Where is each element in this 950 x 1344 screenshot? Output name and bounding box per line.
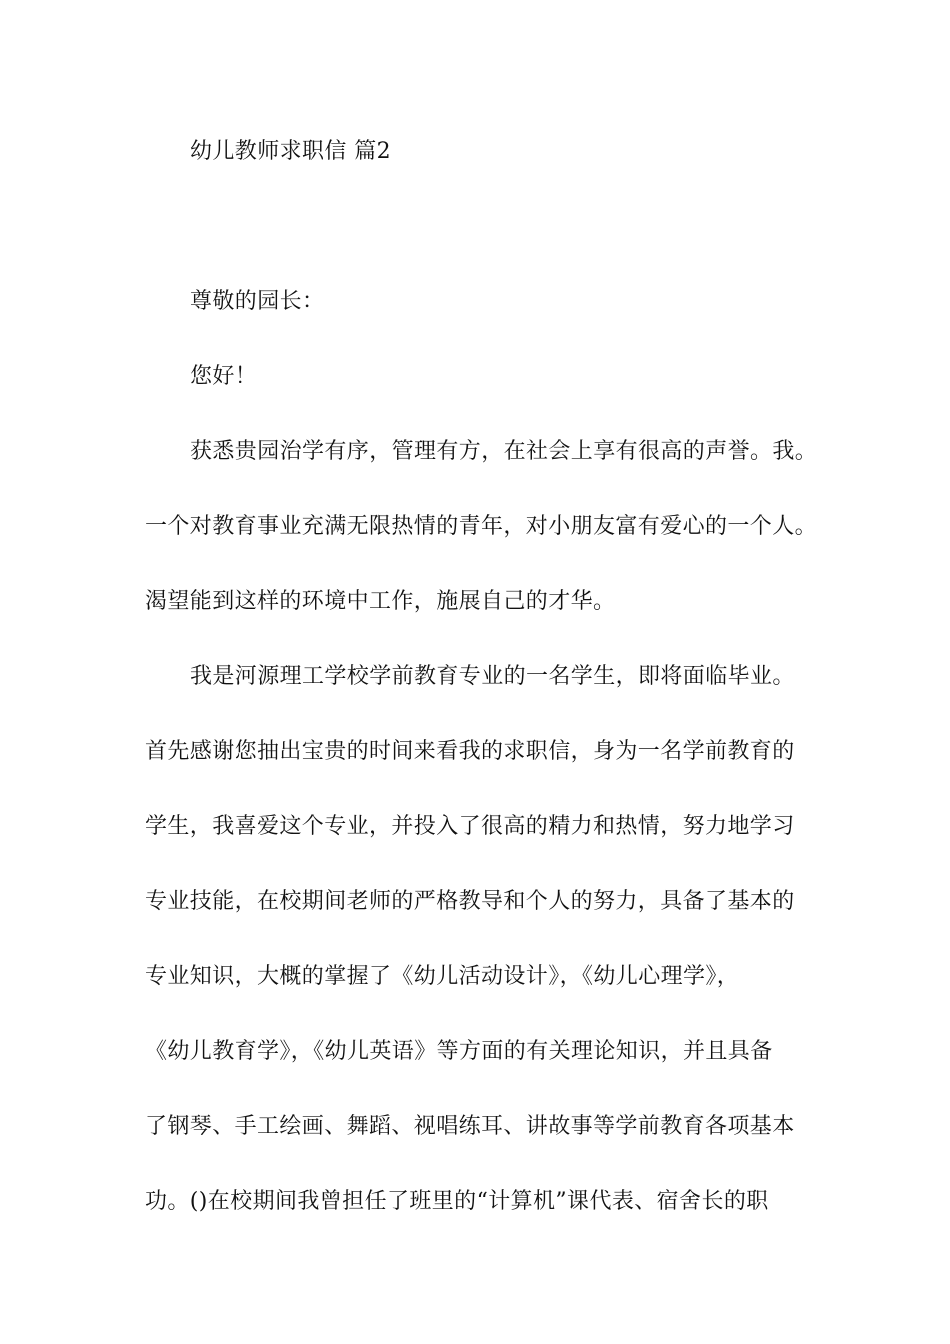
document-heading: 幼儿教师求职信 篇2 [190,139,391,164]
paragraph-line: 功。()在校期间我曾担任了班里的“计算机”课代表、宿舍长的职 [145,1189,769,1214]
salutation: 尊敬的园长： [190,289,325,314]
paragraph-line: 了钢琴、手工绘画、舞蹈、视唱练耳、讲故事等学前教育各项基本 [145,1114,795,1139]
paragraph-line: 学生，我喜爱这个专业，并投入了很高的精力和热情，努力地学习 [145,814,795,839]
paragraph-line: 《幼儿教育学》，《幼儿英语》等方面的有关理论知识，并且具备 [145,1039,773,1064]
paragraph-line: 我是河源理工学校学前教育专业的一名学生，即将面临毕业。 [190,664,795,689]
paragraph-line: 专业技能，在校期间老师的严格教导和个人的努力，具备了基本的 [145,889,795,914]
paragraph-line: 专业知识，大概的掌握了《幼儿活动设计》，《幼儿心理学》， [145,964,740,989]
greeting: 您好！ [190,364,258,389]
paragraph-line: 获悉贵园治学有序，管理有方，在社会上享有很高的声誉。我。 [190,439,818,464]
paragraph-line: 一个对教育事业充满无限热情的青年，对小朋友富有爱心的一个人。 [145,514,818,539]
paragraph-line: 首先感谢您抽出宝贵的时间来看我的求职信，身为一名学前教育的 [145,739,795,764]
paragraph-line: 渴望能到这样的环境中工作，施展自己的才华。 [145,589,616,614]
